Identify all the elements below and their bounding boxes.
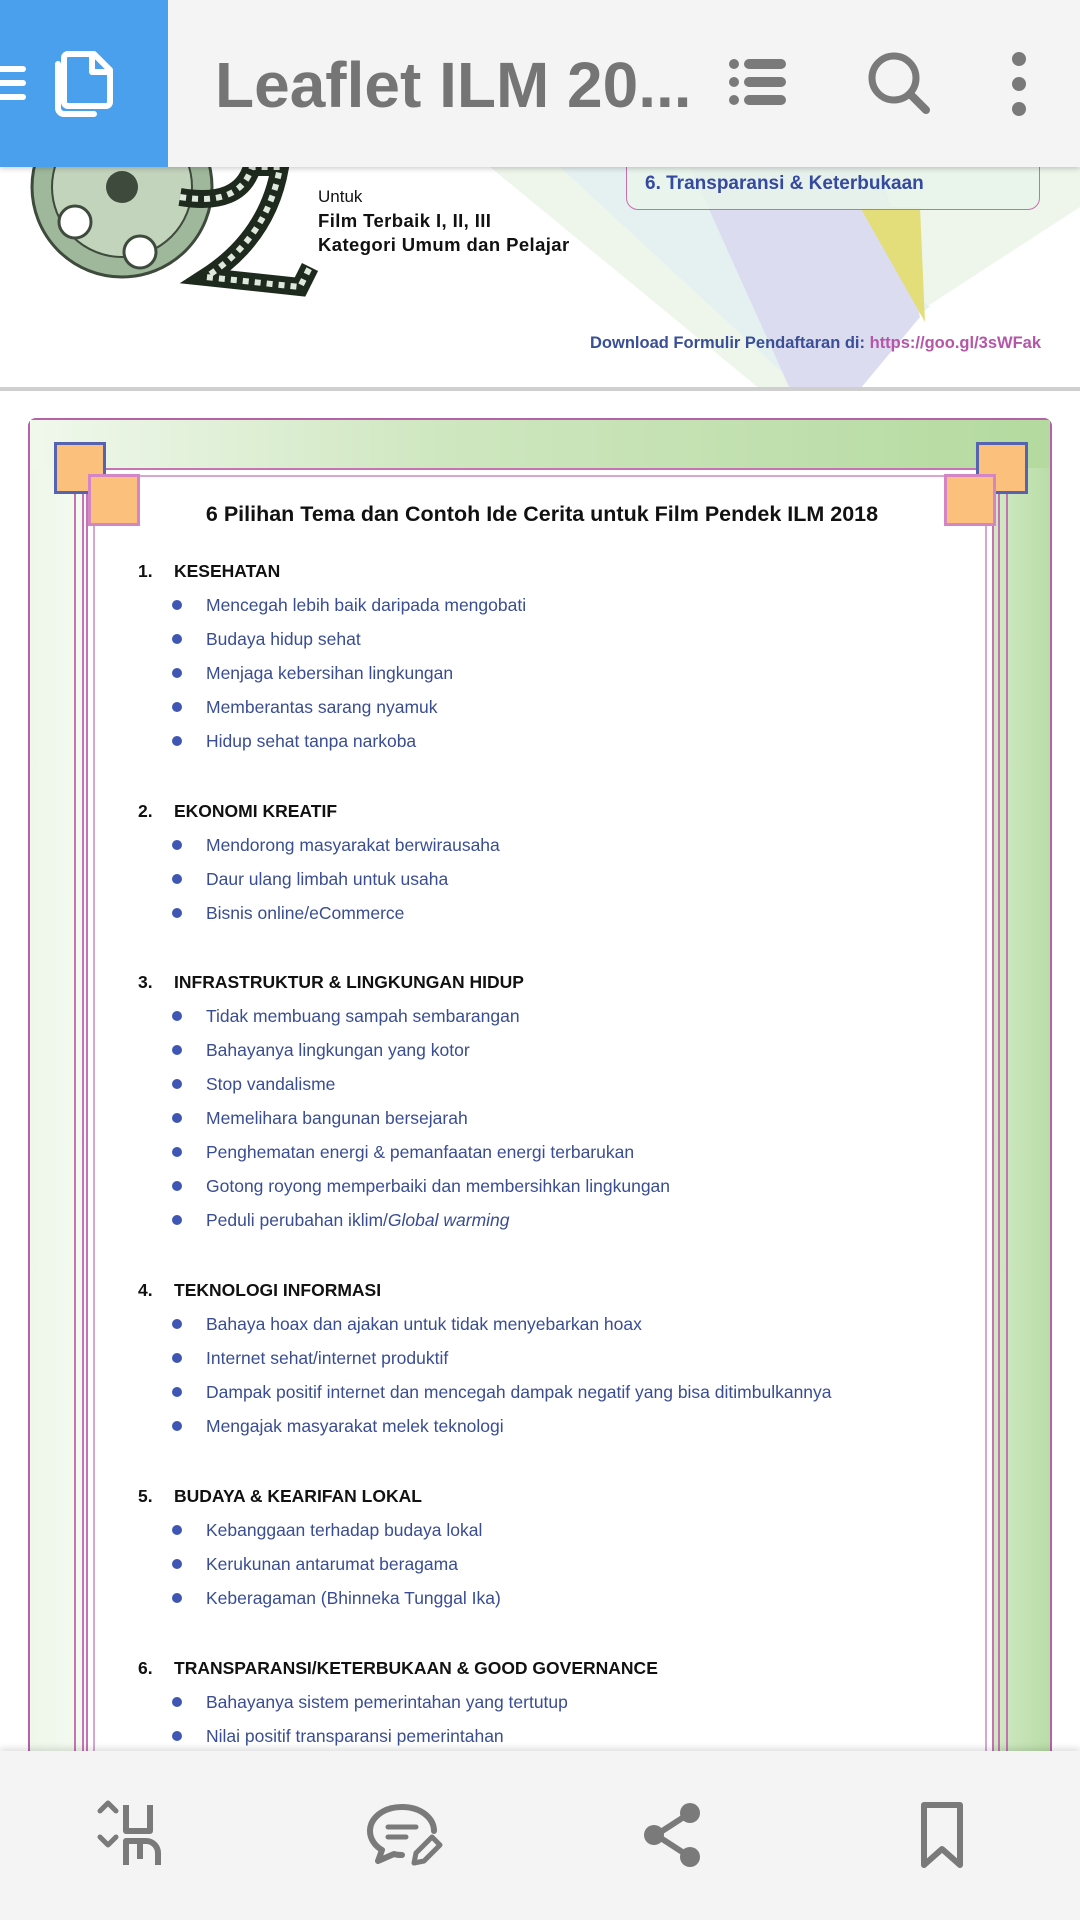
bullet-icon	[172, 874, 182, 884]
list-item: Budaya hidup sehat	[138, 622, 526, 656]
share-icon[interactable]	[640, 1801, 704, 1869]
list-item: Stop vandalisme	[138, 1067, 670, 1101]
theme-section-1	[138, 554, 526, 758]
download-note	[590, 334, 1041, 353]
list-item: Kerukunan antarumat beragama	[138, 1547, 501, 1581]
theme-section-5	[138, 1479, 501, 1615]
section-heading: 5. BUDAYA & KEARIFAN LOKAL	[138, 1486, 422, 1506]
bullet-icon	[172, 840, 182, 850]
list-item: Mendorong masyarakat berwirausaha	[138, 828, 500, 862]
theme-section-4	[138, 1273, 832, 1443]
bullet-icon	[172, 634, 182, 644]
document-heading: 6 Pilihan Tema dan Contoh Ide Cerita untuk Film Pendek ILM 2018	[205, 502, 879, 526]
bullet-icon	[172, 1387, 182, 1397]
section-heading: 4. TEKNOLOGI INFORMASI	[138, 1280, 382, 1300]
list-item: Hidup sehat tanpa narkoba	[138, 724, 526, 758]
theme-section-6	[138, 1651, 658, 1753]
category-item-6: 6. Transparansi & Keterbukaan	[645, 173, 924, 194]
list-item: Memberantas sarang nyamuk	[138, 690, 526, 724]
hamburger-icon	[0, 66, 26, 108]
bullet-icon	[172, 1319, 182, 1329]
bullet-icon	[172, 1113, 182, 1123]
list-item: Keberagaman (Bhinneka Tunggal Ika)	[138, 1581, 501, 1615]
document-page	[28, 418, 1052, 1770]
list-item: Bahaya hoax dan ajakan untuk tidak menyebarkan hoax	[138, 1307, 832, 1341]
list-item: Bahayanya lingkungan yang kotor	[138, 1033, 670, 1067]
list-item: Gotong royong memperbaiki dan membersihkan lingkungan	[138, 1169, 670, 1203]
document-copy-icon	[54, 50, 114, 116]
bullet-icon	[172, 1045, 182, 1055]
download-link[interactable]: https://goo.gl/3sWFak	[869, 334, 1042, 352]
left-frame-rail	[74, 468, 84, 1778]
navigation-button[interactable]	[0, 0, 168, 167]
award-text	[318, 209, 570, 257]
section-heading: 2. EKONOMI KREATIF	[138, 801, 338, 821]
bullet-icon	[172, 1525, 182, 1535]
document-title: Leaflet ILM 20...	[215, 49, 692, 121]
list-item: Kebanggaan terhadap budaya lokal	[138, 1513, 501, 1547]
list-item: Tidak membuang sampah sembarangan	[138, 999, 670, 1033]
bullet-icon	[172, 1697, 182, 1707]
leaflet-header-region	[0, 167, 1080, 389]
section-heading: 3. INFRASTRUKTUR & LINGKUNGAN HIDUP	[138, 972, 524, 992]
list-item: Memelihara bangunan bersejarah	[138, 1101, 670, 1135]
award-line-1: Film Terbaik I, II, III	[318, 210, 492, 231]
reflow-icon[interactable]	[96, 1801, 164, 1869]
list-item: Menjaga kebersihan lingkungan	[138, 656, 526, 690]
bullet-icon	[172, 702, 182, 712]
list-item: Bisnis online/eCommerce	[138, 896, 500, 930]
bullet-icon	[172, 1731, 182, 1741]
list-item: Mengajak masyarakat melek teknologi	[138, 1409, 832, 1443]
download-label: Download Formulir Pendaftaran di:	[590, 334, 870, 352]
film-reel-graphic	[30, 167, 320, 307]
untuk-label: Untuk	[318, 187, 363, 206]
bullet-icon	[172, 1215, 182, 1225]
page-top-band	[30, 420, 1050, 468]
bullet-icon	[172, 668, 182, 678]
more-vertical-icon[interactable]	[1004, 50, 1034, 116]
comment-edit-icon[interactable]	[366, 1801, 442, 1869]
outline-list-icon[interactable]	[726, 50, 790, 114]
section-heading: 1. KESEHATAN	[138, 561, 281, 581]
bullet-icon	[172, 1593, 182, 1603]
theme-section-3	[138, 965, 670, 1237]
bullet-icon	[172, 1421, 182, 1431]
list-item: Nilai positif transparansi pemerintahan	[138, 1719, 658, 1753]
bottom-toolbar	[0, 1751, 1080, 1920]
page-divider	[0, 387, 1080, 391]
section-heading: 6. TRANSPARANSI/KETERBUKAAN & GOOD GOVERNANCE	[138, 1658, 658, 1678]
search-icon[interactable]	[866, 50, 932, 116]
bullet-icon	[172, 908, 182, 918]
right-frame-rail	[998, 468, 1008, 1778]
list-item: Daur ulang limbah untuk usaha	[138, 862, 500, 896]
bullet-icon	[172, 1181, 182, 1191]
list-item: Dampak positif internet dan mencegah dampak negatif yang bisa ditimbulkannya	[138, 1375, 832, 1409]
bullet-icon	[172, 1559, 182, 1569]
bookmark-icon[interactable]	[918, 1801, 966, 1869]
list-item: Mencegah lebih baik daripada mengobati	[138, 588, 526, 622]
list-item: Peduli perubahan iklim/Global warming	[138, 1203, 670, 1237]
award-line-2: Kategori Umum dan Pelajar	[318, 234, 570, 255]
list-item: Internet sehat/internet produktif	[138, 1341, 832, 1375]
top-app-bar	[0, 0, 1080, 167]
list-item: Bahayanya sistem pemerintahan yang tertutup	[138, 1685, 658, 1719]
bullet-icon	[172, 1353, 182, 1363]
bullet-icon	[172, 600, 182, 610]
theme-section-2	[138, 794, 500, 930]
bullet-icon	[172, 736, 182, 746]
bullet-icon	[172, 1011, 182, 1021]
bullet-icon	[172, 1147, 182, 1157]
list-item: Penghematan energi & pemanfaatan energi terbarukan	[138, 1135, 670, 1169]
bullet-icon	[172, 1079, 182, 1089]
